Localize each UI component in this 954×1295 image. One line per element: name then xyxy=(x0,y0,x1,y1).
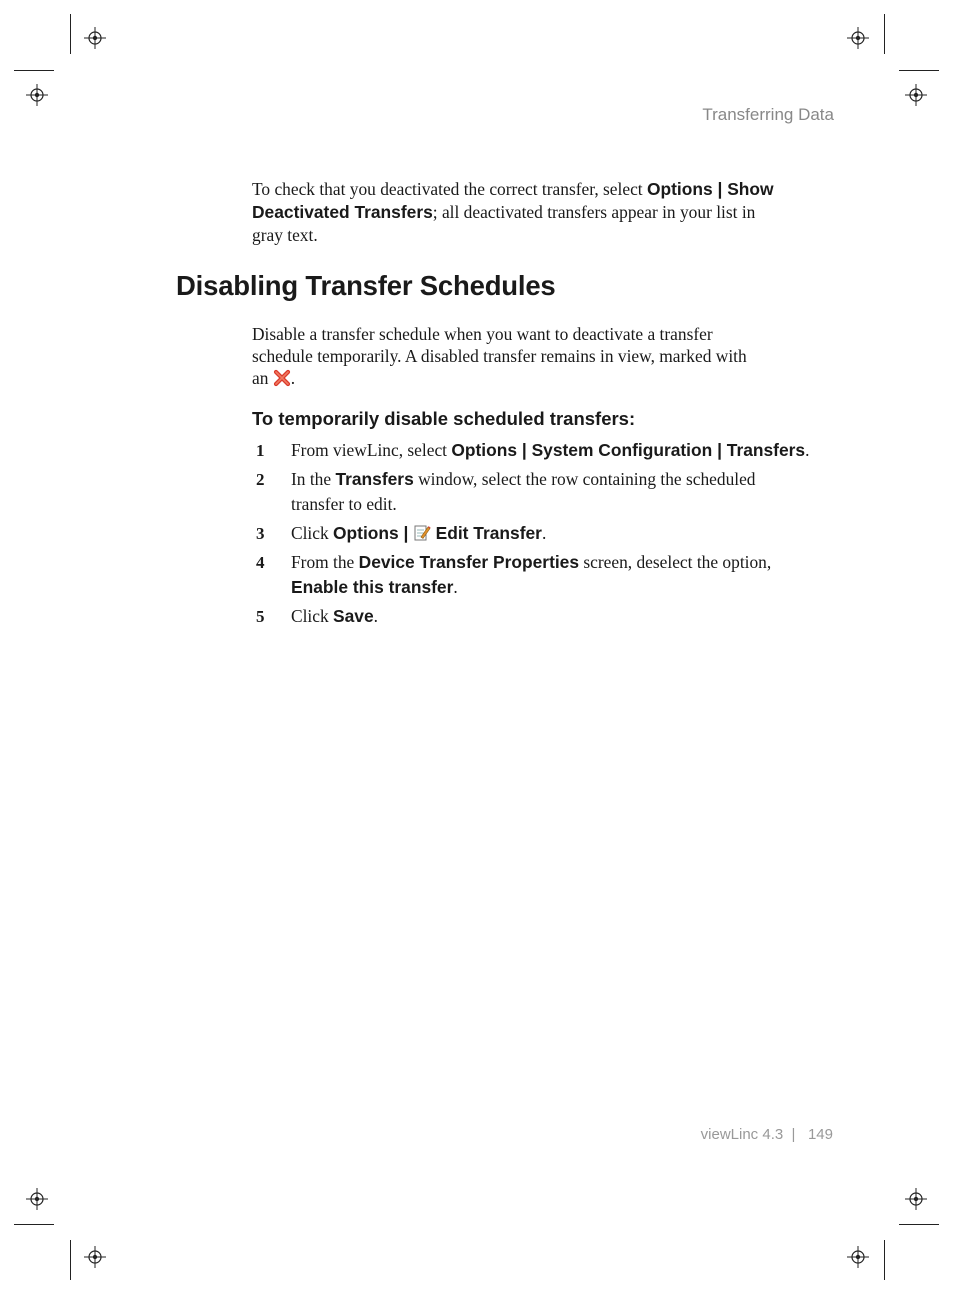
step-text: From the xyxy=(291,552,359,572)
step-text: screen, deselect the option, xyxy=(579,552,772,572)
crop-mark xyxy=(14,70,54,71)
step-text: In the xyxy=(291,469,336,489)
intro-text: To check that you deactivated the correct transfer, select xyxy=(252,179,647,199)
menu-path: Options | System Configuration | Transfers xyxy=(451,440,806,460)
step-number: 1 xyxy=(256,441,265,460)
footer-separator: | xyxy=(791,1126,796,1143)
registration-target-icon xyxy=(26,1188,48,1210)
step-5 xyxy=(291,604,831,629)
menu-path-deactivated: Deactivated Transfers xyxy=(252,202,433,222)
body-line: an xyxy=(252,368,273,388)
edit-notepad-icon xyxy=(413,524,431,542)
step-number: 2 xyxy=(256,470,265,489)
intro-paragraph xyxy=(252,178,842,247)
step-text: window, select the row containing the scheduled xyxy=(413,469,756,489)
crop-mark xyxy=(884,14,885,54)
button-name: Save xyxy=(333,606,374,626)
window-name: Transfers xyxy=(335,469,414,489)
step-text: transfer to edit. xyxy=(291,494,397,514)
section-body xyxy=(252,323,842,389)
step-number: 3 xyxy=(256,524,265,543)
body-line: . xyxy=(290,368,296,388)
step-number: 4 xyxy=(256,553,265,572)
body-line: schedule temporarily. A disabled transfer remains in view, marked with xyxy=(252,346,747,366)
screen-name: Device Transfer Properties xyxy=(358,552,580,572)
step-2 xyxy=(291,467,831,517)
section-heading: Disabling Transfer Schedules xyxy=(176,270,556,301)
page-footer xyxy=(560,1126,833,1143)
step-4 xyxy=(291,550,831,600)
footer-product: viewLinc 4.3 xyxy=(700,1126,784,1143)
step-1 xyxy=(291,438,831,463)
procedure-heading: To temporarily disable scheduled transfers: xyxy=(252,408,636,429)
registration-target-icon xyxy=(847,27,869,49)
registration-target-icon xyxy=(847,1246,869,1268)
step-text: Click xyxy=(291,523,334,543)
step-text: From viewLinc, select xyxy=(291,440,452,460)
menu-path-options: Options | Show xyxy=(646,179,774,199)
running-header: Transferring Data xyxy=(702,105,834,124)
intro-text: gray text. xyxy=(252,225,318,245)
body-line: Disable a transfer schedule when you want to deactivate a transfer xyxy=(252,324,713,344)
step-3 xyxy=(291,521,831,546)
registration-target-icon xyxy=(905,1188,927,1210)
registration-target-icon xyxy=(905,84,927,106)
intro-text: ; all deactivated transfers appear in your list in xyxy=(432,202,756,222)
menu-path: Edit Transfer xyxy=(435,523,542,543)
crop-mark xyxy=(899,70,939,71)
crop-mark xyxy=(70,14,71,54)
page-number: 149 xyxy=(807,1126,833,1143)
registration-target-icon xyxy=(84,1246,106,1268)
registration-target-icon xyxy=(26,84,48,106)
option-name: Enable this transfer xyxy=(291,577,454,597)
step-text: . xyxy=(805,440,810,460)
crop-mark xyxy=(70,1240,71,1280)
step-text: . xyxy=(541,523,547,543)
menu-path: Options | xyxy=(333,523,414,543)
crop-mark xyxy=(899,1224,939,1225)
red-x-icon xyxy=(273,369,291,387)
step-number: 5 xyxy=(256,607,265,626)
registration-target-icon xyxy=(84,27,106,49)
crop-mark xyxy=(884,1240,885,1280)
step-text: . xyxy=(373,606,379,626)
crop-mark xyxy=(14,1224,54,1225)
step-text: . xyxy=(453,577,458,597)
step-text: Click xyxy=(291,606,334,626)
